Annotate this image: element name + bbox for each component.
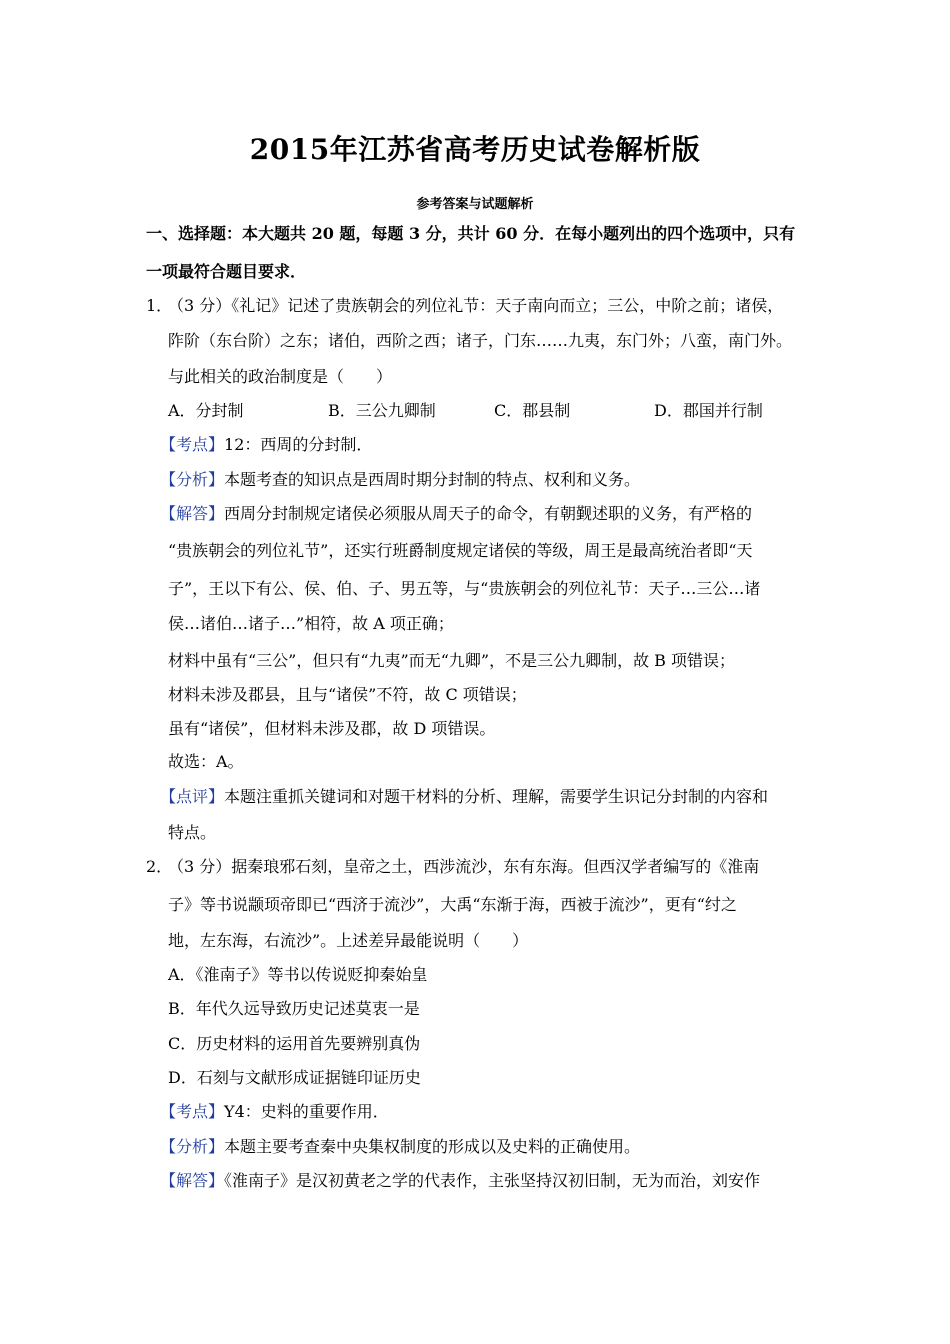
- page-title: 2015年江苏省高考历史试卷解析版: [249, 133, 701, 166]
- q1-jieda-line-3: 子”，王以下有公、侯、伯、子、男五等，与“贵族朝会的列位礼节：天子…三公…诸: [168, 579, 761, 598]
- kaodian-tag: 【考点】: [160, 435, 225, 454]
- q1-option-d: D．郡国并行制: [654, 401, 763, 420]
- q2-fenxi: [160, 1137, 640, 1157]
- q1-jieda-line-2: “贵族朝会的列位礼节”，还实行班爵制度规定诸侯的等级，周王是最高统治者即“天: [168, 541, 753, 560]
- q1-stem-line-1: （3 分）《礼记》记述了贵族朝会的列位礼节：天子南向而立；三公，中阶之前；诸侯，: [168, 296, 784, 315]
- q2-stem-line-3: 地，左东海，右流沙”。上述差异最能说明（ ）: [168, 931, 529, 950]
- q2-option-a: A．《淮南子》等书以传说贬抑秦始皇: [168, 965, 428, 984]
- kaodian-text: Y4：史料的重要作用．: [224, 1102, 389, 1121]
- q1-dianping-line-2: 特点。: [168, 823, 217, 842]
- q1-jieda-line-7: 虽有“诸侯”，但材料未涉及郡，故 D 项错误。: [168, 719, 496, 738]
- jieda-tag: 【解答】: [160, 504, 225, 523]
- fenxi-tag: 【分析】: [160, 1137, 225, 1156]
- q1-answer: 故选：A。: [168, 752, 244, 771]
- fenxi-text: 本题考查的知识点是西周时期分封制的特点、权利和义务。: [224, 470, 641, 489]
- dianping-text: 本题注重抓关键词和对题干材料的分析、理解，需要学生识记分封制的内容和: [224, 787, 769, 806]
- kaodian-tag: 【考点】: [160, 1102, 225, 1121]
- q1-jieda-line-4: 侯…诸伯…诸子…”相符，故 A 项正确；: [168, 614, 454, 633]
- fenxi-tag: 【分析】: [160, 470, 225, 489]
- fenxi-text: 本题主要考查秦中央集权制度的形成以及史料的正确使用。: [224, 1137, 641, 1156]
- q1-jieda-line-6: 材料未涉及郡县，且与“诸侯”不符，故 C 项错误；: [168, 685, 527, 704]
- q1-number: 1．: [146, 296, 173, 315]
- q1-stem-line-2: 阼阶（东台阶）之东；诸伯，西阶之西；诸子，门东……九夷，东门外；八蛮，南门外。: [168, 331, 793, 350]
- q2-stem-line-2: 子》等书说颛顼帝即已“西济于流沙”，大禹“东渐于海，西被于流沙”，更有“纣之: [168, 895, 737, 914]
- section-heading-line-2: 一项最符合题目要求．: [146, 262, 307, 281]
- jieda-text: 西周分封制规定诸侯必须服从周天子的命令，有朝觐述职的义务，有严格的: [224, 504, 753, 523]
- q2-stem-line-1: （3 分）据秦琅邪石刻，皇帝之土，西涉流沙，东有东海。但西汉学者编写的《淮南: [168, 857, 760, 876]
- jieda-tag: 【解答】: [160, 1171, 225, 1190]
- q1-option-c: C．郡县制: [494, 401, 571, 420]
- section-heading-line-1: 一、选择题：本大题共 20 题，每题 3 分，共计 60 分．在每小题列出的四个选项中，只有: [146, 224, 796, 243]
- q1-stem-line-3: 与此相关的政治制度是（ ）: [168, 367, 393, 386]
- q1-option-b: B．三公九卿制: [328, 401, 436, 420]
- q2-option-d: D．石刻与文献形成证据链印证历史: [168, 1068, 421, 1087]
- q1-option-a: A．分封制: [168, 401, 244, 420]
- q1-jieda-line-1: [160, 504, 752, 524]
- jieda-text: 《淮南子》是汉初黄老之学的代表作，主张坚持汉初旧制，无为而治，刘安作: [224, 1171, 761, 1190]
- q2-option-c: C．历史材料的运用首先要辨别真伪: [168, 1034, 421, 1053]
- q1-jieda-line-5: 材料中虽有“三公”，但只有“九夷”而无“九卿”，不是三公九卿制，故 B 项错误；: [168, 651, 736, 670]
- q1-kaodian: [160, 435, 372, 455]
- dianping-tag: 【点评】: [160, 787, 225, 806]
- q2-number: 2．: [146, 857, 173, 876]
- q1-dianping-line-1: [160, 787, 768, 807]
- q2-option-b: B．年代久远导致历史记述莫衷一是: [168, 999, 420, 1018]
- q2-kaodian: [160, 1102, 389, 1122]
- q1-fenxi: [160, 470, 640, 490]
- q2-jieda-line-1: [160, 1171, 760, 1191]
- page-subtitle: 参考答案与试题解析: [416, 197, 534, 212]
- kaodian-text: 12：西周的分封制．: [224, 435, 373, 454]
